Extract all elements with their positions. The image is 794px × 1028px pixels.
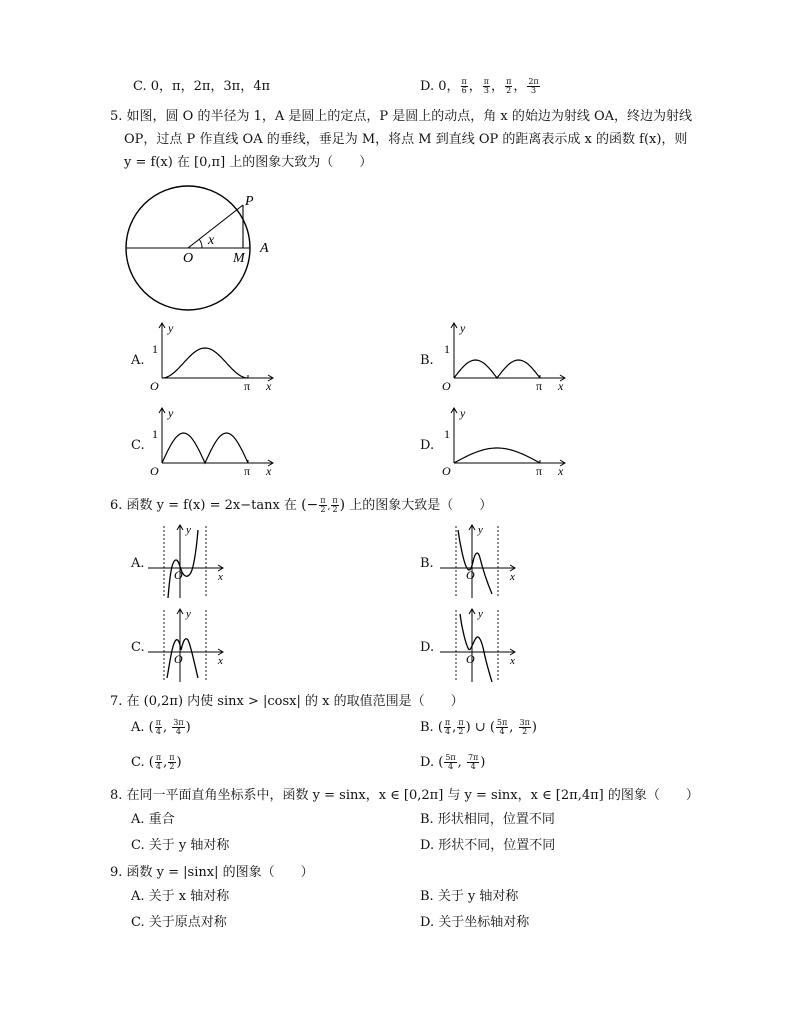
origin-label: O: [174, 652, 183, 666]
function-curve: [454, 448, 540, 463]
q5-stem-line2: OP，过点 P 作直线 OA 的垂线，垂足为 M，将点 M 到直线 OP 的距离表示成 x 的函数 f(x)，则: [124, 132, 688, 147]
q6-stem: [110, 496, 492, 516]
label-o: O: [183, 251, 194, 266]
x-axis-label: x: [266, 464, 272, 478]
origin-label: O: [150, 379, 159, 393]
q9-option-d: D. 关于坐标轴对称: [420, 915, 530, 930]
q8-stem: 8. 在同一平面直角坐标系中，函数 y = sinx，x ∈ [0,2π] 与 y = sinx，x ∈ [2π,4π] 的图象（ ）: [110, 788, 699, 803]
x-axis-label: x: [558, 464, 564, 478]
q5-option-d-letter: D.: [420, 438, 435, 453]
q9-option-c: C. 关于原点对称: [131, 915, 227, 930]
q4-frac-2: $\frac{\pi}{3}$: [483, 77, 490, 95]
q6-option-d-letter: D.: [420, 640, 435, 655]
q6-option-b-letter: B.: [420, 556, 434, 571]
origin-label: O: [466, 652, 475, 666]
function-curve: [162, 433, 248, 463]
origin-label: O: [466, 568, 475, 582]
y-axis-label: y: [460, 321, 466, 335]
x-axis-label: x: [510, 571, 515, 583]
label-p: P: [245, 194, 254, 209]
q4-option-d: D. 0， $\frac{\pi}{6}$ ， $\frac{\pi}{3}$ ， $\frac{\pi}{2}$ ， $\frac{2\pi}{3}$: [420, 77, 539, 95]
x-axis-label: x: [510, 655, 515, 667]
q9-option-a: A. 关于 x 轴对称: [131, 889, 230, 904]
one-label: 1: [444, 342, 450, 356]
q5-graph-b: [440, 320, 570, 393]
q7-option-c: C. ( $\frac{\pi}{4}$ , $\frac{\pi}{2}$ ): [131, 753, 182, 771]
q9-stem: 9. 函数 y = |sinx| 的图象（ ）: [110, 865, 314, 880]
q7-option-b: B. ( $\frac{\pi}{4}$ , $\frac{\pi}{2}$ ) ∪ ( $\frac{5\pi}{4}$ , $\frac{3\pi}{2}$ ): [420, 718, 537, 736]
origin-label: O: [174, 568, 183, 582]
q5-graph-d: [440, 405, 570, 478]
q6-option-a-letter: A.: [131, 556, 145, 571]
q8-option-a: A. 重合: [131, 812, 175, 827]
q4-option-d-label: D. 0，: [420, 79, 460, 94]
one-label: 1: [444, 427, 450, 441]
y-axis-label: y: [478, 608, 483, 620]
q6-stem-suffix: 上的图象大致是（ ）: [349, 498, 493, 513]
q5-option-a-letter: A.: [131, 353, 145, 368]
q6-graph-d: [440, 606, 520, 684]
x-axis-label: x: [218, 655, 223, 667]
origin-label: O: [442, 379, 451, 393]
y-axis-label: y: [186, 524, 191, 536]
q7-option-a: A. ( $\frac{\pi}{4}$ , $\frac{3\pi}{4}$ ): [131, 718, 191, 736]
q6-graph-a: [148, 522, 228, 600]
x-axis-label: x: [266, 379, 272, 393]
q5-stem-line1: 5. 如图，圆 O 的半径为 1，A 是圆上的定点，P 是圆上的动点，角 x 的始边为射线 OA，终边为射线: [110, 109, 693, 124]
label-a: A: [260, 241, 269, 256]
q9-option-b: B. 关于 y 轴对称: [420, 889, 519, 904]
q6-graph-c: [148, 606, 228, 684]
label-m: M: [233, 251, 245, 266]
one-label: 1: [152, 342, 158, 356]
pi-label: π: [244, 464, 251, 478]
function-curve: [162, 348, 248, 378]
q7-option-d: D. ( $\frac{5\pi}{4}$ , $\frac{7\pi}{4}$ ): [420, 753, 486, 771]
origin-label: O: [150, 464, 159, 478]
q6-interval: (− $\frac{\pi}{2}$ , $\frac{\pi}{2}$ ): [301, 495, 346, 514]
pi-label: π: [244, 379, 251, 393]
q5-option-b-letter: B.: [420, 353, 434, 368]
function-curve: [458, 530, 492, 594]
one-label: 1: [152, 427, 158, 441]
origin-label: O: [442, 464, 451, 478]
q5-graph-a: [148, 320, 278, 393]
q4-frac-3: $\frac{\pi}{2}$: [506, 77, 512, 95]
y-axis-label: y: [168, 321, 174, 335]
x-axis-label: x: [218, 571, 223, 583]
y-axis-label: y: [168, 406, 174, 420]
function-curve: [460, 614, 492, 682]
q6-stem-prefix: 6. 函数 y = f(x) = 2x−tanx 在: [110, 498, 297, 513]
q4-frac-4: $\frac{2\pi}{3}$: [528, 77, 539, 95]
q4-option-c: C. 0，π，2π，3π，4π: [133, 79, 271, 94]
function-curve: [454, 360, 540, 378]
function-curve: [168, 530, 198, 598]
q8-option-c: C. 关于 y 轴对称: [131, 838, 230, 853]
x-axis-label: x: [558, 379, 564, 393]
y-axis-label: y: [478, 524, 483, 536]
q5-circle-figure: [120, 183, 280, 318]
q5-graph-c: [148, 405, 278, 478]
q5-stem-line3: y = f(x) 在 [0,π] 上的图象大致为（ ）: [124, 155, 373, 170]
q8-option-d: D. 形状不同，位置不同: [420, 838, 556, 853]
q7-stem: 7. 在 (0,2π) 内使 sinx > |cosx| 的 x 的取值范围是（ ）: [110, 694, 464, 709]
pi-label: π: [536, 379, 543, 393]
q6-option-c-letter: C.: [131, 640, 145, 655]
label-x: x: [208, 233, 215, 248]
y-axis-label: y: [186, 608, 191, 620]
y-axis-label: y: [460, 406, 466, 420]
pi-label: π: [536, 464, 543, 478]
q4-frac-1: $\frac{\pi}{6}$: [461, 77, 467, 95]
q8-option-b: B. 形状相同，位置不同: [420, 812, 555, 827]
q6-graph-b: [440, 522, 520, 600]
q5-option-c-letter: C.: [131, 438, 145, 453]
